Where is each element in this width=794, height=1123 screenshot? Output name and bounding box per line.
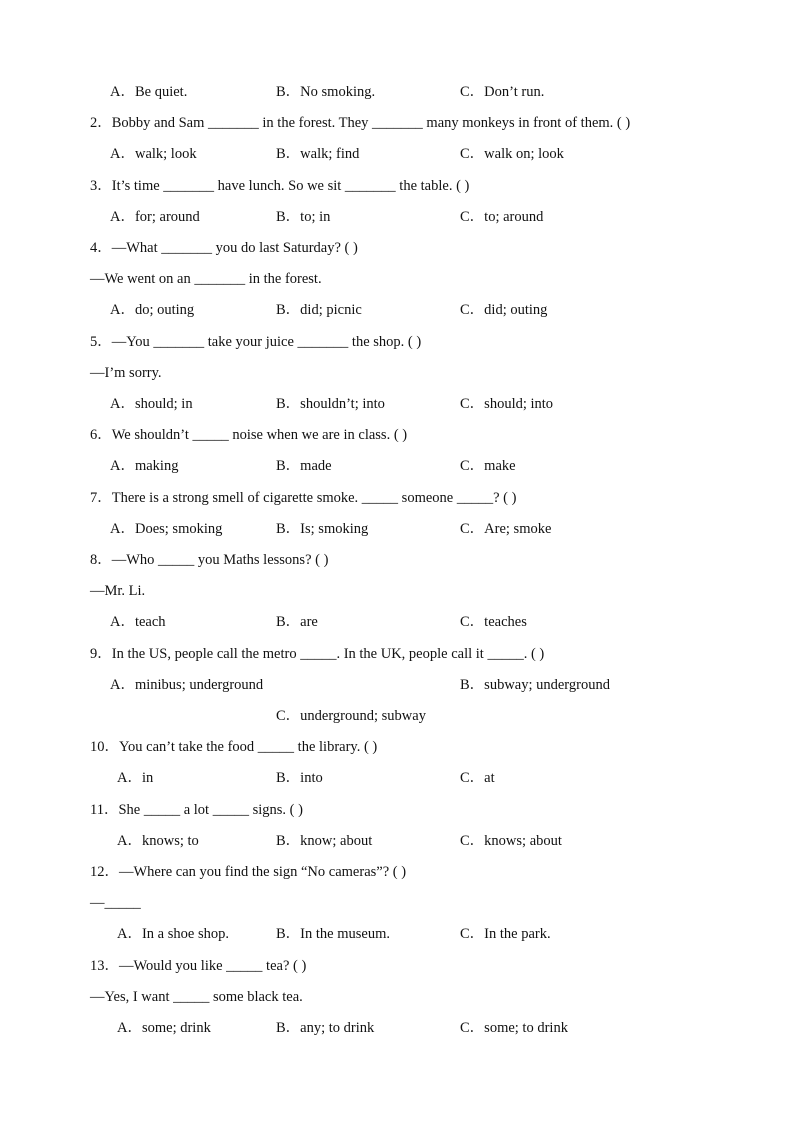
question-12: 12．—Where can you find the sign “No cameras”? ( ) [90,864,407,880]
question-5: 5．—You _______ take your juice _______ the shop. ( ) [90,334,422,350]
q2-option-c: C．walk on; look [460,146,564,162]
q4-option-a: A．do; outing [110,302,195,318]
q3-option-b: B．to; in [276,209,331,225]
q7-option-b: B．Is; smoking [276,521,369,537]
q5-option-b: B．shouldn’t; into [276,396,385,412]
question-3: 3．It’s time _______ have lunch. So we sit _______ the table. ( ) [90,178,470,194]
q12-option-a: A．In a shoe shop. [117,926,229,942]
question-13: 13．—Would you like _____ tea? ( ) [90,958,307,974]
q5-option-c: C．should; into [460,396,554,412]
q2-option-b: B．walk; find [276,146,360,162]
q6-option-c: C．make [460,458,516,474]
q11-option-b: B．know; about [276,833,373,849]
q7-option-c: C．Are; smoke [460,521,552,537]
q11-option-c: C．knows; about [460,833,562,849]
question-7: 7．There is a strong smell of cigarette smoke. _____ someone _____? ( ) [90,490,517,506]
q5-option-a: A．should; in [110,396,193,412]
q1-option-b: B．No smoking. [276,84,376,100]
q10-option-b: B．into [276,770,323,786]
question-9: 9．In the US, people call the metro _____. In the UK, people call it _____. ( ) [90,646,545,662]
q8-option-b: B．are [276,614,318,630]
question-12-answer: —_____ [90,895,141,911]
q3-option-c: C．to; around [460,209,544,225]
q8-option-a: A．teach [110,614,166,630]
q9-option-a: A．minibus; underground [110,677,264,693]
question-11: 11．She _____ a lot _____ signs. ( ) [90,802,303,818]
question-4: 4．—What _______ you do last Saturday? ( ) [90,240,358,256]
question-8-answer: —Mr. Li. [90,583,146,599]
q12-option-b: B．In the museum. [276,926,390,942]
q6-option-a: A．making [110,458,179,474]
question-5-answer: —I’m sorry. [90,365,162,381]
q10-option-a: A．in [117,770,154,786]
question-2: 2．Bobby and Sam _______ in the forest. They _______ many monkeys in front of them. ( ) [90,115,631,131]
question-8: 8．—Who _____ you Maths lessons? ( ) [90,552,329,568]
question-4-answer: —We went on an _______ in the forest. [90,271,322,287]
q1-option-c: C．Don’t run. [460,84,545,100]
question-13-answer: —Yes, I want _____ some black tea. [90,989,303,1005]
q9-option-b: B．subway; underground [460,677,610,693]
q13-option-b: B．any; to drink [276,1020,375,1036]
q11-option-a: A．knows; to [117,833,199,849]
question-6: 6．We shouldn’t _____ noise when we are in class. ( ) [90,427,408,443]
q13-option-c: C．some; to drink [460,1020,568,1036]
q4-option-b: B．did; picnic [276,302,362,318]
q1-option-a: A．Be quiet. [110,84,188,100]
q8-option-c: C．teaches [460,614,527,630]
q13-option-a: A．some; drink [117,1020,211,1036]
question-10: 10．You can’t take the food _____ the library. ( ) [90,739,378,755]
q12-option-c: C．In the park. [460,926,551,942]
q6-option-b: B．made [276,458,332,474]
q7-option-a: A．Does; smoking [110,521,223,537]
q10-option-c: C．at [460,770,495,786]
q9-option-c: C．underground; subway [276,708,426,724]
q4-option-c: C．did; outing [460,302,548,318]
q2-option-a: A．walk; look [110,146,197,162]
q3-option-a: A．for; around [110,209,200,225]
